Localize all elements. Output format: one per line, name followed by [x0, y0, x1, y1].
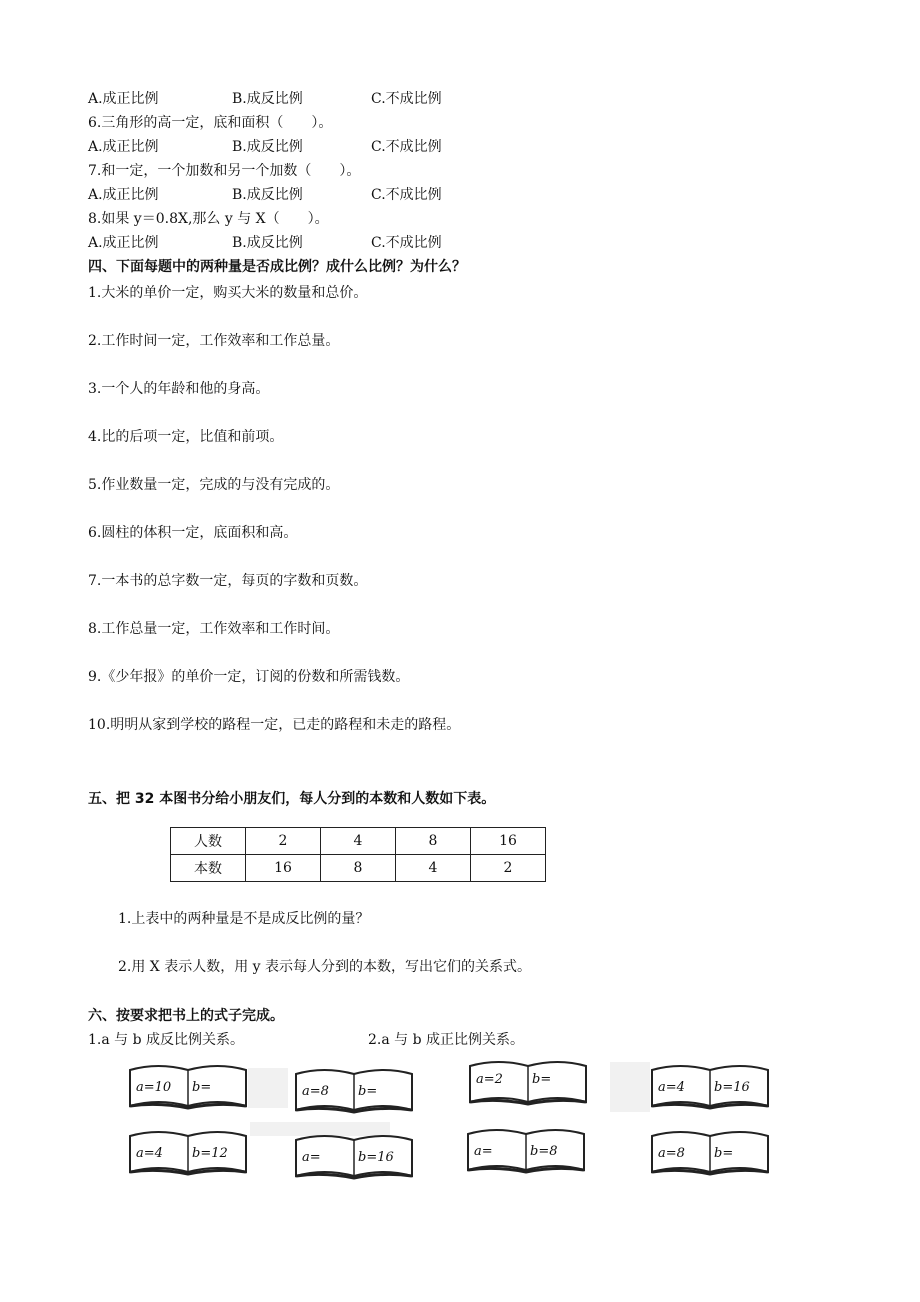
option-b: B.成反比例 — [232, 139, 303, 155]
book-figure — [128, 1062, 248, 1110]
question-6: 6.三角形的高一定，底和面积（ ）。 — [88, 115, 333, 131]
book-b-value: b=8 — [530, 1144, 558, 1159]
option-b: B.成反比例 — [232, 187, 303, 203]
book-figure — [294, 1066, 414, 1114]
table-cell: 2 — [246, 828, 321, 855]
section4-title: 四、下面每题中的两种量是否成比例？成什么比例？为什么？ — [88, 259, 466, 275]
option-b: B.成反比例 — [232, 91, 303, 107]
book-a-value: a= — [302, 1150, 321, 1165]
section4-item: 8.工作总量一定，工作效率和工作时间。 — [88, 621, 340, 637]
section5-question-2: 2.用 X 表示人数，用 y 表示每人分到的本数，写出它们的关系式。 — [118, 959, 532, 975]
section4-item: 6.圆柱的体积一定，底面积和高。 — [88, 525, 298, 541]
section4-item: 5.作业数量一定，完成的与没有完成的。 — [88, 477, 340, 493]
option-c: C.不成比例 — [371, 235, 442, 251]
book-b-value: b= — [532, 1072, 552, 1087]
table-cell: 4 — [321, 828, 396, 855]
section6-title: 六、按要求把书上的式子完成。 — [88, 1008, 284, 1024]
table-cell: 8 — [396, 828, 471, 855]
table-cell: 人数 — [171, 828, 246, 855]
book-figure — [650, 1128, 770, 1176]
book-b-value: b= — [358, 1084, 378, 1099]
question-7: 7.和一定，一个加数和另一个加数（ ）。 — [88, 163, 361, 179]
book-figure — [650, 1062, 770, 1110]
book-b-value: b= — [192, 1080, 212, 1095]
option-b: B.成反比例 — [232, 235, 303, 251]
book-a-value: a=2 — [476, 1072, 503, 1087]
book-b-value: b=16 — [714, 1080, 750, 1095]
option-a: A.成正比例 — [88, 91, 159, 107]
section4-item: 4.比的后项一定，比值和前项。 — [88, 429, 284, 445]
book-a-value: a=8 — [658, 1146, 685, 1161]
table-cell: 4 — [396, 855, 471, 882]
option-a: A.成正比例 — [88, 187, 159, 203]
table-cell: 16 — [471, 828, 546, 855]
option-a: A.成正比例 — [88, 235, 159, 251]
section4-item: 1.大米的单价一定，购买大米的数量和总价。 — [88, 285, 368, 301]
table-cell: 16 — [246, 855, 321, 882]
option-a: A.成正比例 — [88, 139, 159, 155]
table-cell: 本数 — [171, 855, 246, 882]
section4-item: 7.一本书的总字数一定，每页的字数和页数。 — [88, 573, 368, 589]
section6-part-2: 2.a 与 b 成正比例关系。 — [368, 1032, 525, 1048]
book-a-value: a=4 — [136, 1146, 163, 1161]
book-a-value: a= — [474, 1144, 493, 1159]
data-table — [170, 827, 546, 882]
book-figure — [128, 1128, 248, 1176]
book-figure — [294, 1132, 414, 1180]
option-c: C.不成比例 — [371, 187, 442, 203]
scan-smudge — [610, 1062, 650, 1112]
section5-question-1: 1.上表中的两种量是不是成反比例的量？ — [118, 911, 370, 927]
book-b-value: b=12 — [192, 1146, 228, 1161]
question-8: 8.如果 y＝0.8X,那么 y 与 X（ ）。 — [88, 211, 329, 227]
book-figure — [466, 1126, 586, 1174]
table-row — [171, 855, 546, 882]
book-b-value: b= — [714, 1146, 734, 1161]
section4-item: 10.明明从家到学校的路程一定，已走的路程和未走的路程。 — [88, 717, 461, 733]
table-row — [171, 828, 546, 855]
section4-item: 2.工作时间一定，工作效率和工作总量。 — [88, 333, 340, 349]
book-a-value: a=8 — [302, 1084, 329, 1099]
book-a-value: a=10 — [136, 1080, 172, 1095]
option-c: C.不成比例 — [371, 91, 442, 107]
option-c: C.不成比例 — [371, 139, 442, 155]
table-cell: 8 — [321, 855, 396, 882]
scan-smudge — [248, 1068, 288, 1108]
section6-part-1: 1.a 与 b 成反比例关系。 — [88, 1032, 245, 1048]
book-a-value: a=4 — [658, 1080, 685, 1095]
section4-item: 9.《少年报》的单价一定，订阅的份数和所需钱数。 — [88, 669, 410, 685]
section4-item: 3.一个人的年龄和他的身高。 — [88, 381, 270, 397]
book-b-value: b=16 — [358, 1150, 394, 1165]
section5-title: 五、把 32 本图书分给小朋友们，每人分到的本数和人数如下表。 — [88, 791, 496, 807]
table-cell: 2 — [471, 855, 546, 882]
book-figure — [468, 1058, 588, 1106]
